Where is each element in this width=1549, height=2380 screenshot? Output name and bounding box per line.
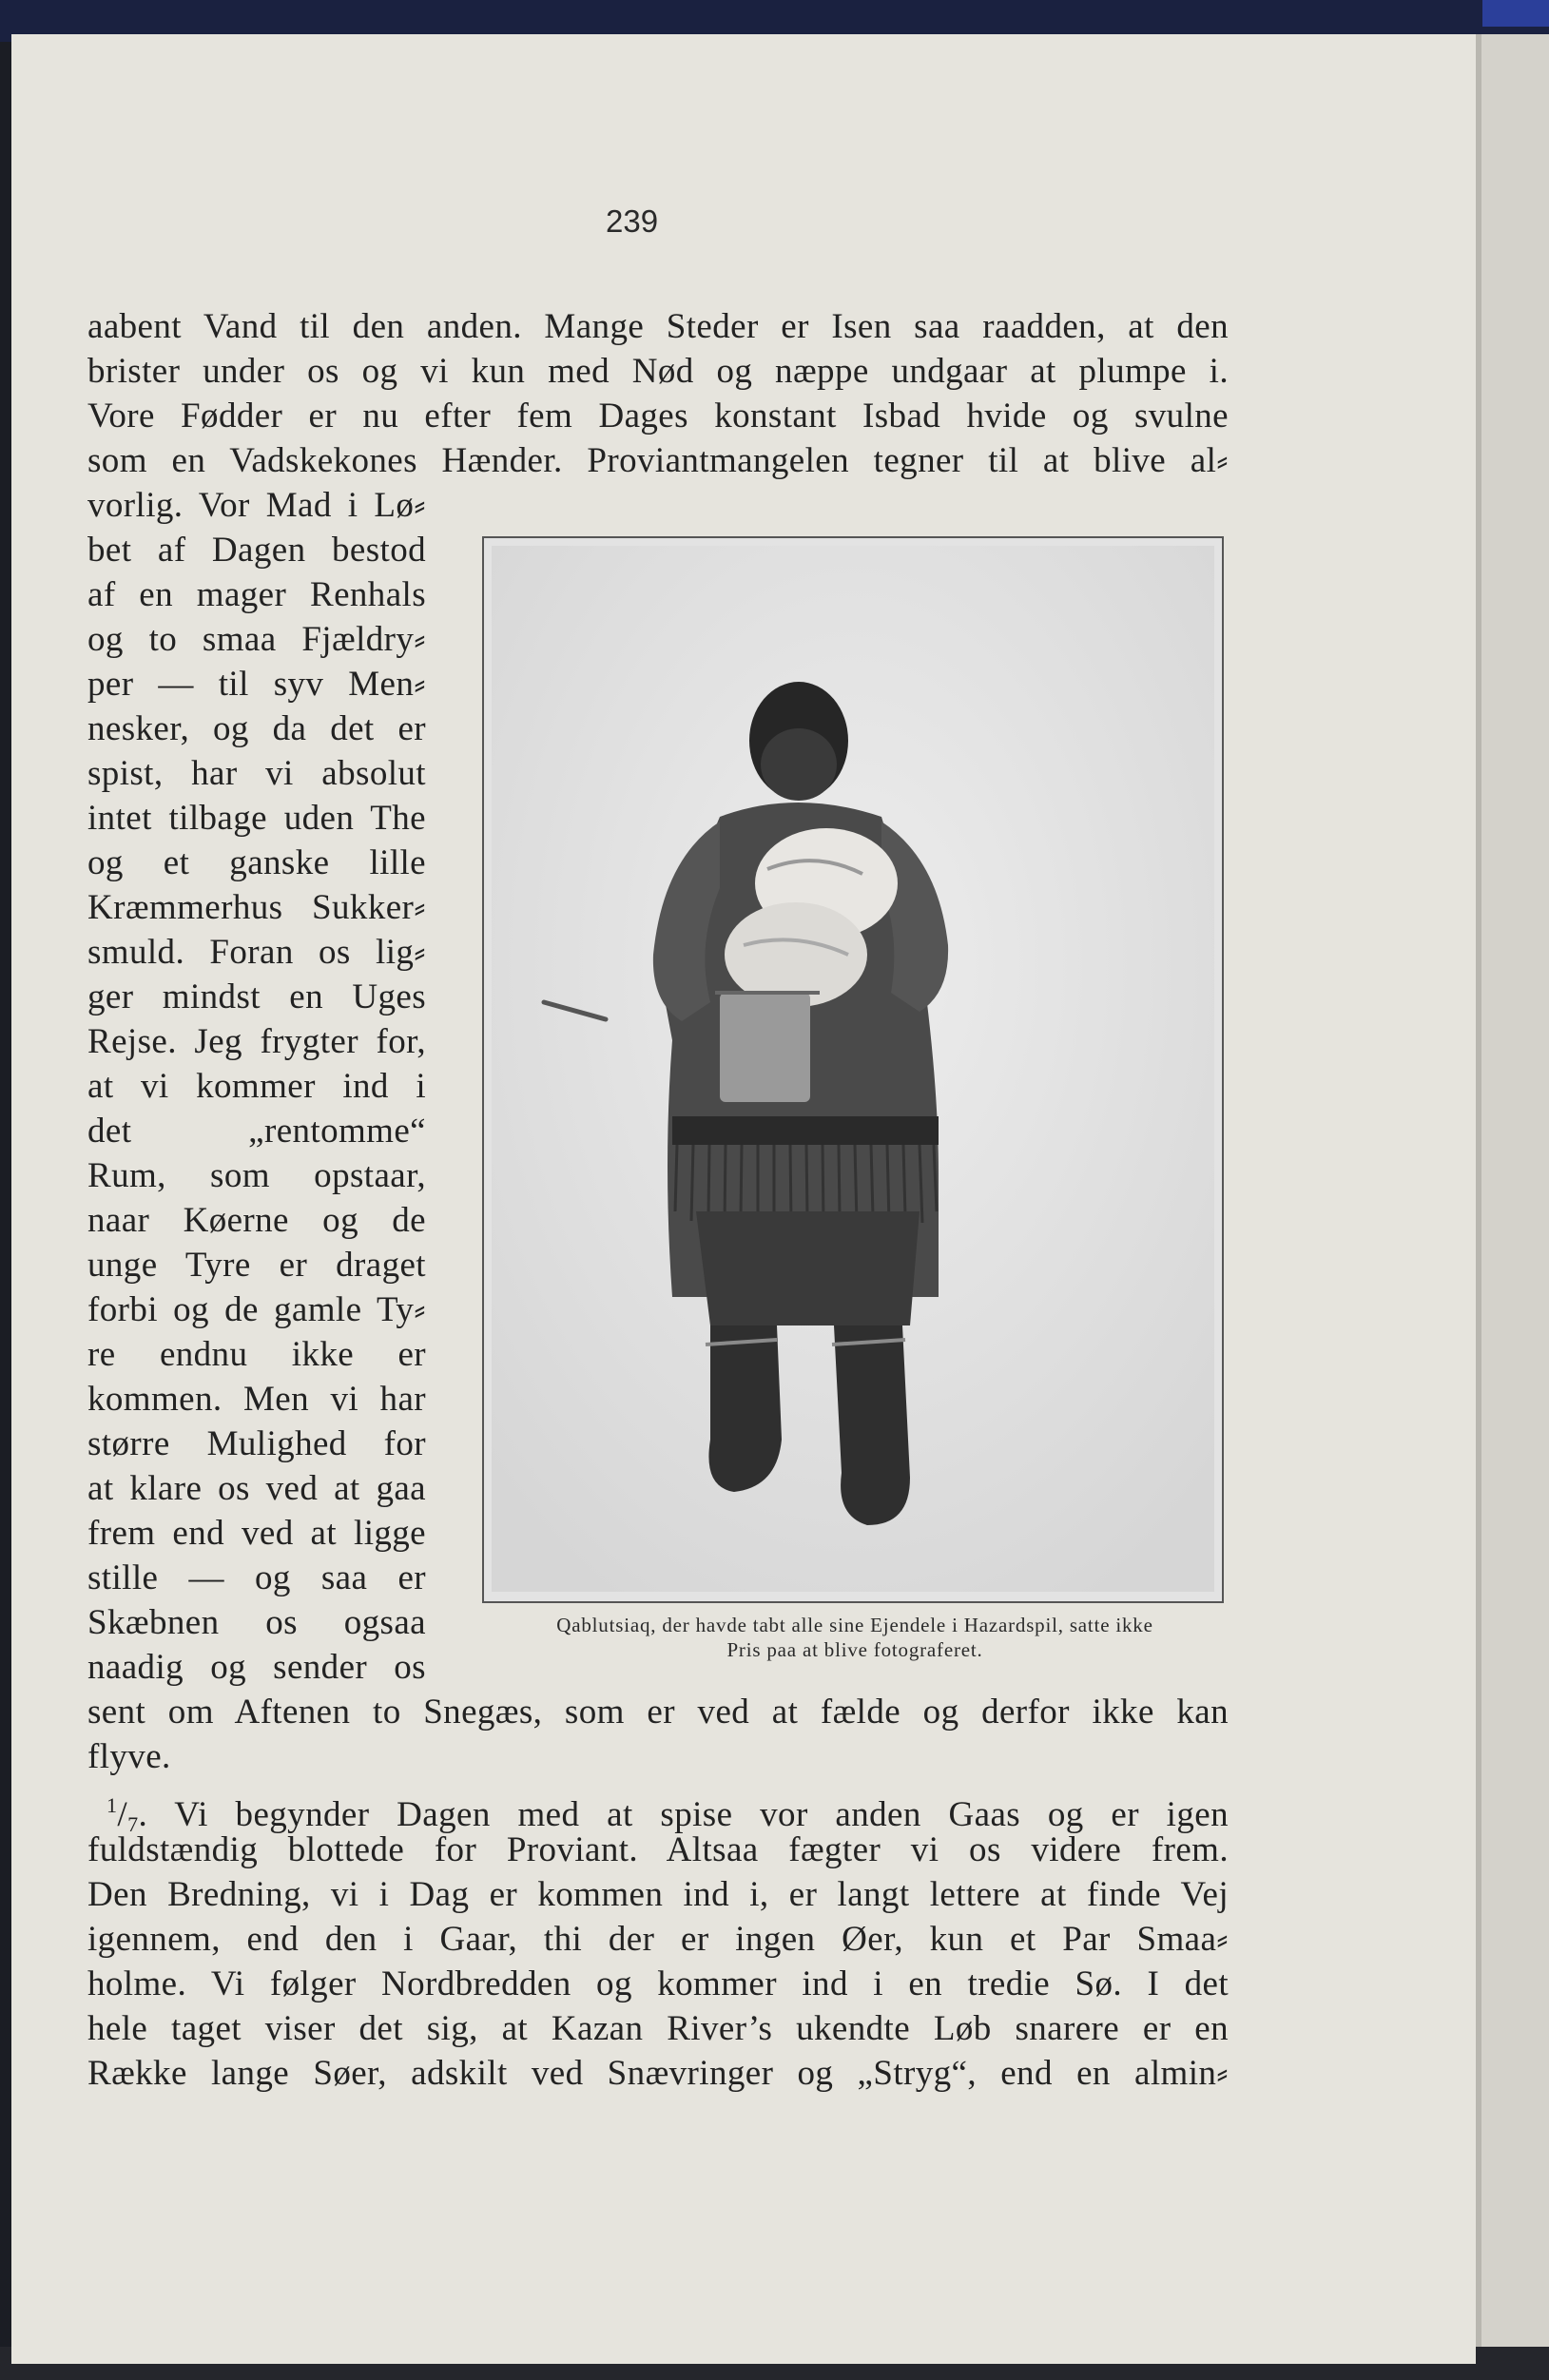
text-line: Rejse. Jeg frygter for, xyxy=(87,1022,426,1061)
caption-line: Pris paa at blive fotograferet. xyxy=(726,1638,983,1661)
photo-caption xyxy=(484,1613,1226,1662)
text-line: sent om Aftenen to Snegæs, som er ved at fælde og derfor ikke kan xyxy=(87,1693,1229,1732)
text-line: flyve. xyxy=(87,1737,171,1776)
inuit-man-photo-icon xyxy=(492,546,1214,1592)
text-line: unge Tyre er draget xyxy=(87,1246,426,1285)
text-line: frem end ved at ligge xyxy=(87,1514,426,1553)
text-line: hele taget viser det sig, at Kazan River’s ukendte Løb snarere er en xyxy=(87,2009,1229,2048)
text-line: Vore Fødder er nu efter fem Dages konstant Isbad hvide og svulne xyxy=(87,397,1229,435)
binding-tab xyxy=(1482,0,1549,27)
text-line-rest: . Vi begynder Dagen med at spise vor anden Gaas og er igen xyxy=(138,1795,1229,1834)
text-line: som en Vadskekones Hænder. Proviantmangelen tegner til at blive al⸗ xyxy=(87,441,1229,480)
text-line: nesker, og da det er xyxy=(87,709,426,748)
text-line: smuld. Foran os lig⸗ xyxy=(87,933,426,972)
date-numerator: 1 xyxy=(106,1793,118,1817)
text-line: holme. Vi følger Nordbredden og kommer ind i en tredie Sø. I det xyxy=(87,1964,1229,2003)
text-line: igennem, end den i Gaar, thi der er ingen Øer, kun et Par Smaa⸗ xyxy=(87,1920,1229,1959)
text-line: aabent Vand til den anden. Mange Steder er Isen saa raadden, at den xyxy=(87,307,1229,346)
text-line: forbi og de gamle Ty⸗ xyxy=(87,1290,426,1329)
date-denominator: 7 xyxy=(127,1812,139,1836)
text-line: Skæbnen os ogsaa xyxy=(87,1603,426,1642)
caption-line: Qablutsiaq, der havde tabt alle sine Ejendele i Hazardspil, satte ikke xyxy=(556,1614,1153,1636)
photograph-frame xyxy=(482,536,1224,1603)
text-line: brister under os og vi kun med Nød og næppe undgaar at plumpe i. xyxy=(87,352,1229,391)
book-page xyxy=(11,34,1476,2364)
text-line: og to smaa Fjældry⸗ xyxy=(87,620,426,659)
text-line: per — til syv Men⸗ xyxy=(87,665,426,704)
text-line: re endnu ikke er xyxy=(87,1335,426,1374)
page-edge xyxy=(1476,34,1549,2380)
text-line: vorlig. Vor Mad i Lø⸗ xyxy=(87,486,426,525)
text-line: større Mulighed for xyxy=(87,1424,426,1463)
text-line: Den Bredning, vi i Dag er kommen ind i, er langt lettere at finde Vej xyxy=(87,1875,1229,1914)
text-line: fuldstændig blottede for Proviant. Altsaa fægter vi os videre frem. xyxy=(87,1830,1229,1869)
page-number: 239 xyxy=(606,203,659,239)
text-line: spist, har vi absolut xyxy=(87,754,426,793)
text-line: naar Køerne og de xyxy=(87,1201,426,1240)
date-paragraph-first-line: $^1/_7$. Vi begynder Dagen med at spise vor anden Gaas og er igen xyxy=(106,1793,1229,1836)
text-line: naadig og sender os xyxy=(87,1648,426,1687)
text-line: Kræmmerhus Sukker⸗ xyxy=(87,888,426,927)
text-line: det „rentomme“ xyxy=(87,1112,426,1151)
text-line: ger mindst en Uges xyxy=(87,977,426,1016)
text-line: intet tilbage uden The xyxy=(87,799,426,838)
photograph xyxy=(492,546,1214,1592)
text-line: at klare os ved at gaa xyxy=(87,1469,426,1508)
text-line: Række lange Søer, adskilt ved Snævringer og „Stryg“, end en almin⸗ xyxy=(87,2054,1229,2093)
text-line: bet af Dagen bestod xyxy=(87,531,426,570)
page-edge-shadow xyxy=(1476,34,1481,2380)
text-line: at vi kommer ind i xyxy=(87,1067,426,1106)
text-line: Rum, som opstaar, xyxy=(87,1156,426,1195)
text-line: stille — og saa er xyxy=(87,1558,426,1597)
text-line: af en mager Renhals xyxy=(87,575,426,614)
text-line: og et ganske lille xyxy=(87,843,426,882)
text-line: kommen. Men vi har xyxy=(87,1380,426,1419)
